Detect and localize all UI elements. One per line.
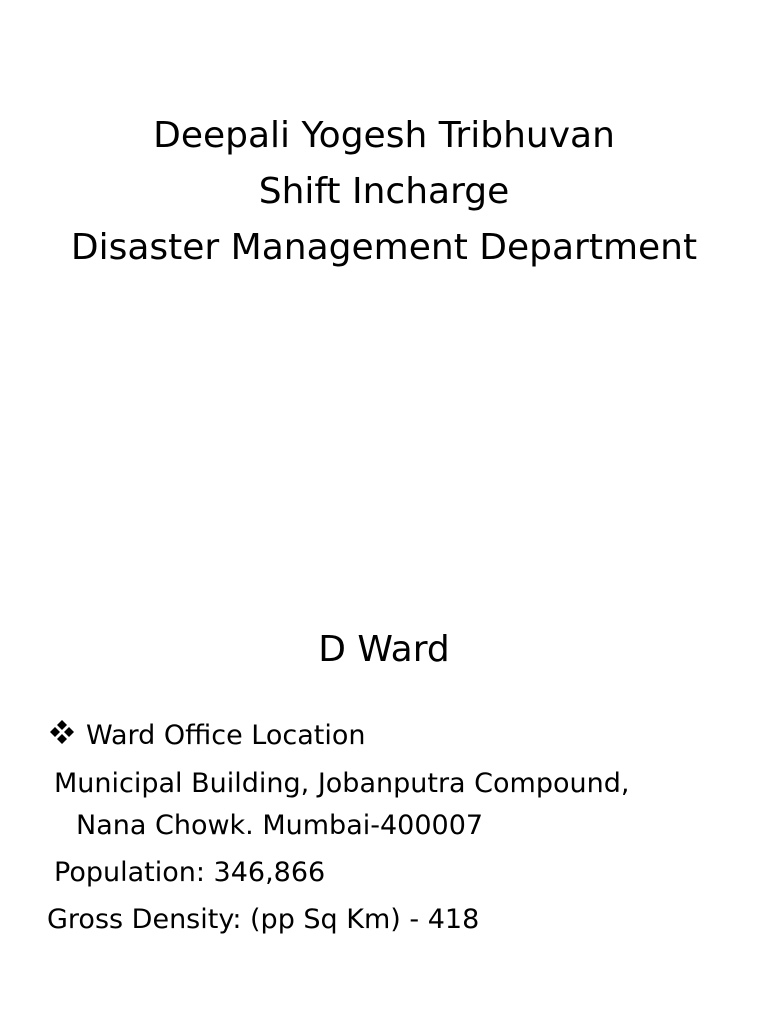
office-location-label: Ward Office Location xyxy=(86,720,366,751)
office-location-bullet xyxy=(48,716,365,756)
address-line-1: Municipal Building, Jobanputra Compound, xyxy=(54,768,630,799)
population-text: Population: 346,866 xyxy=(54,857,326,888)
person-position: Shift Incharge xyxy=(258,171,510,212)
address-line-2: Nana Chowk. Mumbai-400007 xyxy=(76,810,484,841)
person-name: Deepali Yogesh Tribhuvan xyxy=(153,115,615,156)
ward-heading: D Ward xyxy=(318,629,450,670)
gross-density-text: Gross Density: (pp Sq Km) - 418 xyxy=(47,904,480,935)
slide-title xyxy=(0,108,768,276)
department-name: Disaster Management Department xyxy=(70,227,698,268)
four-diamond-bullet-icon xyxy=(48,718,76,746)
